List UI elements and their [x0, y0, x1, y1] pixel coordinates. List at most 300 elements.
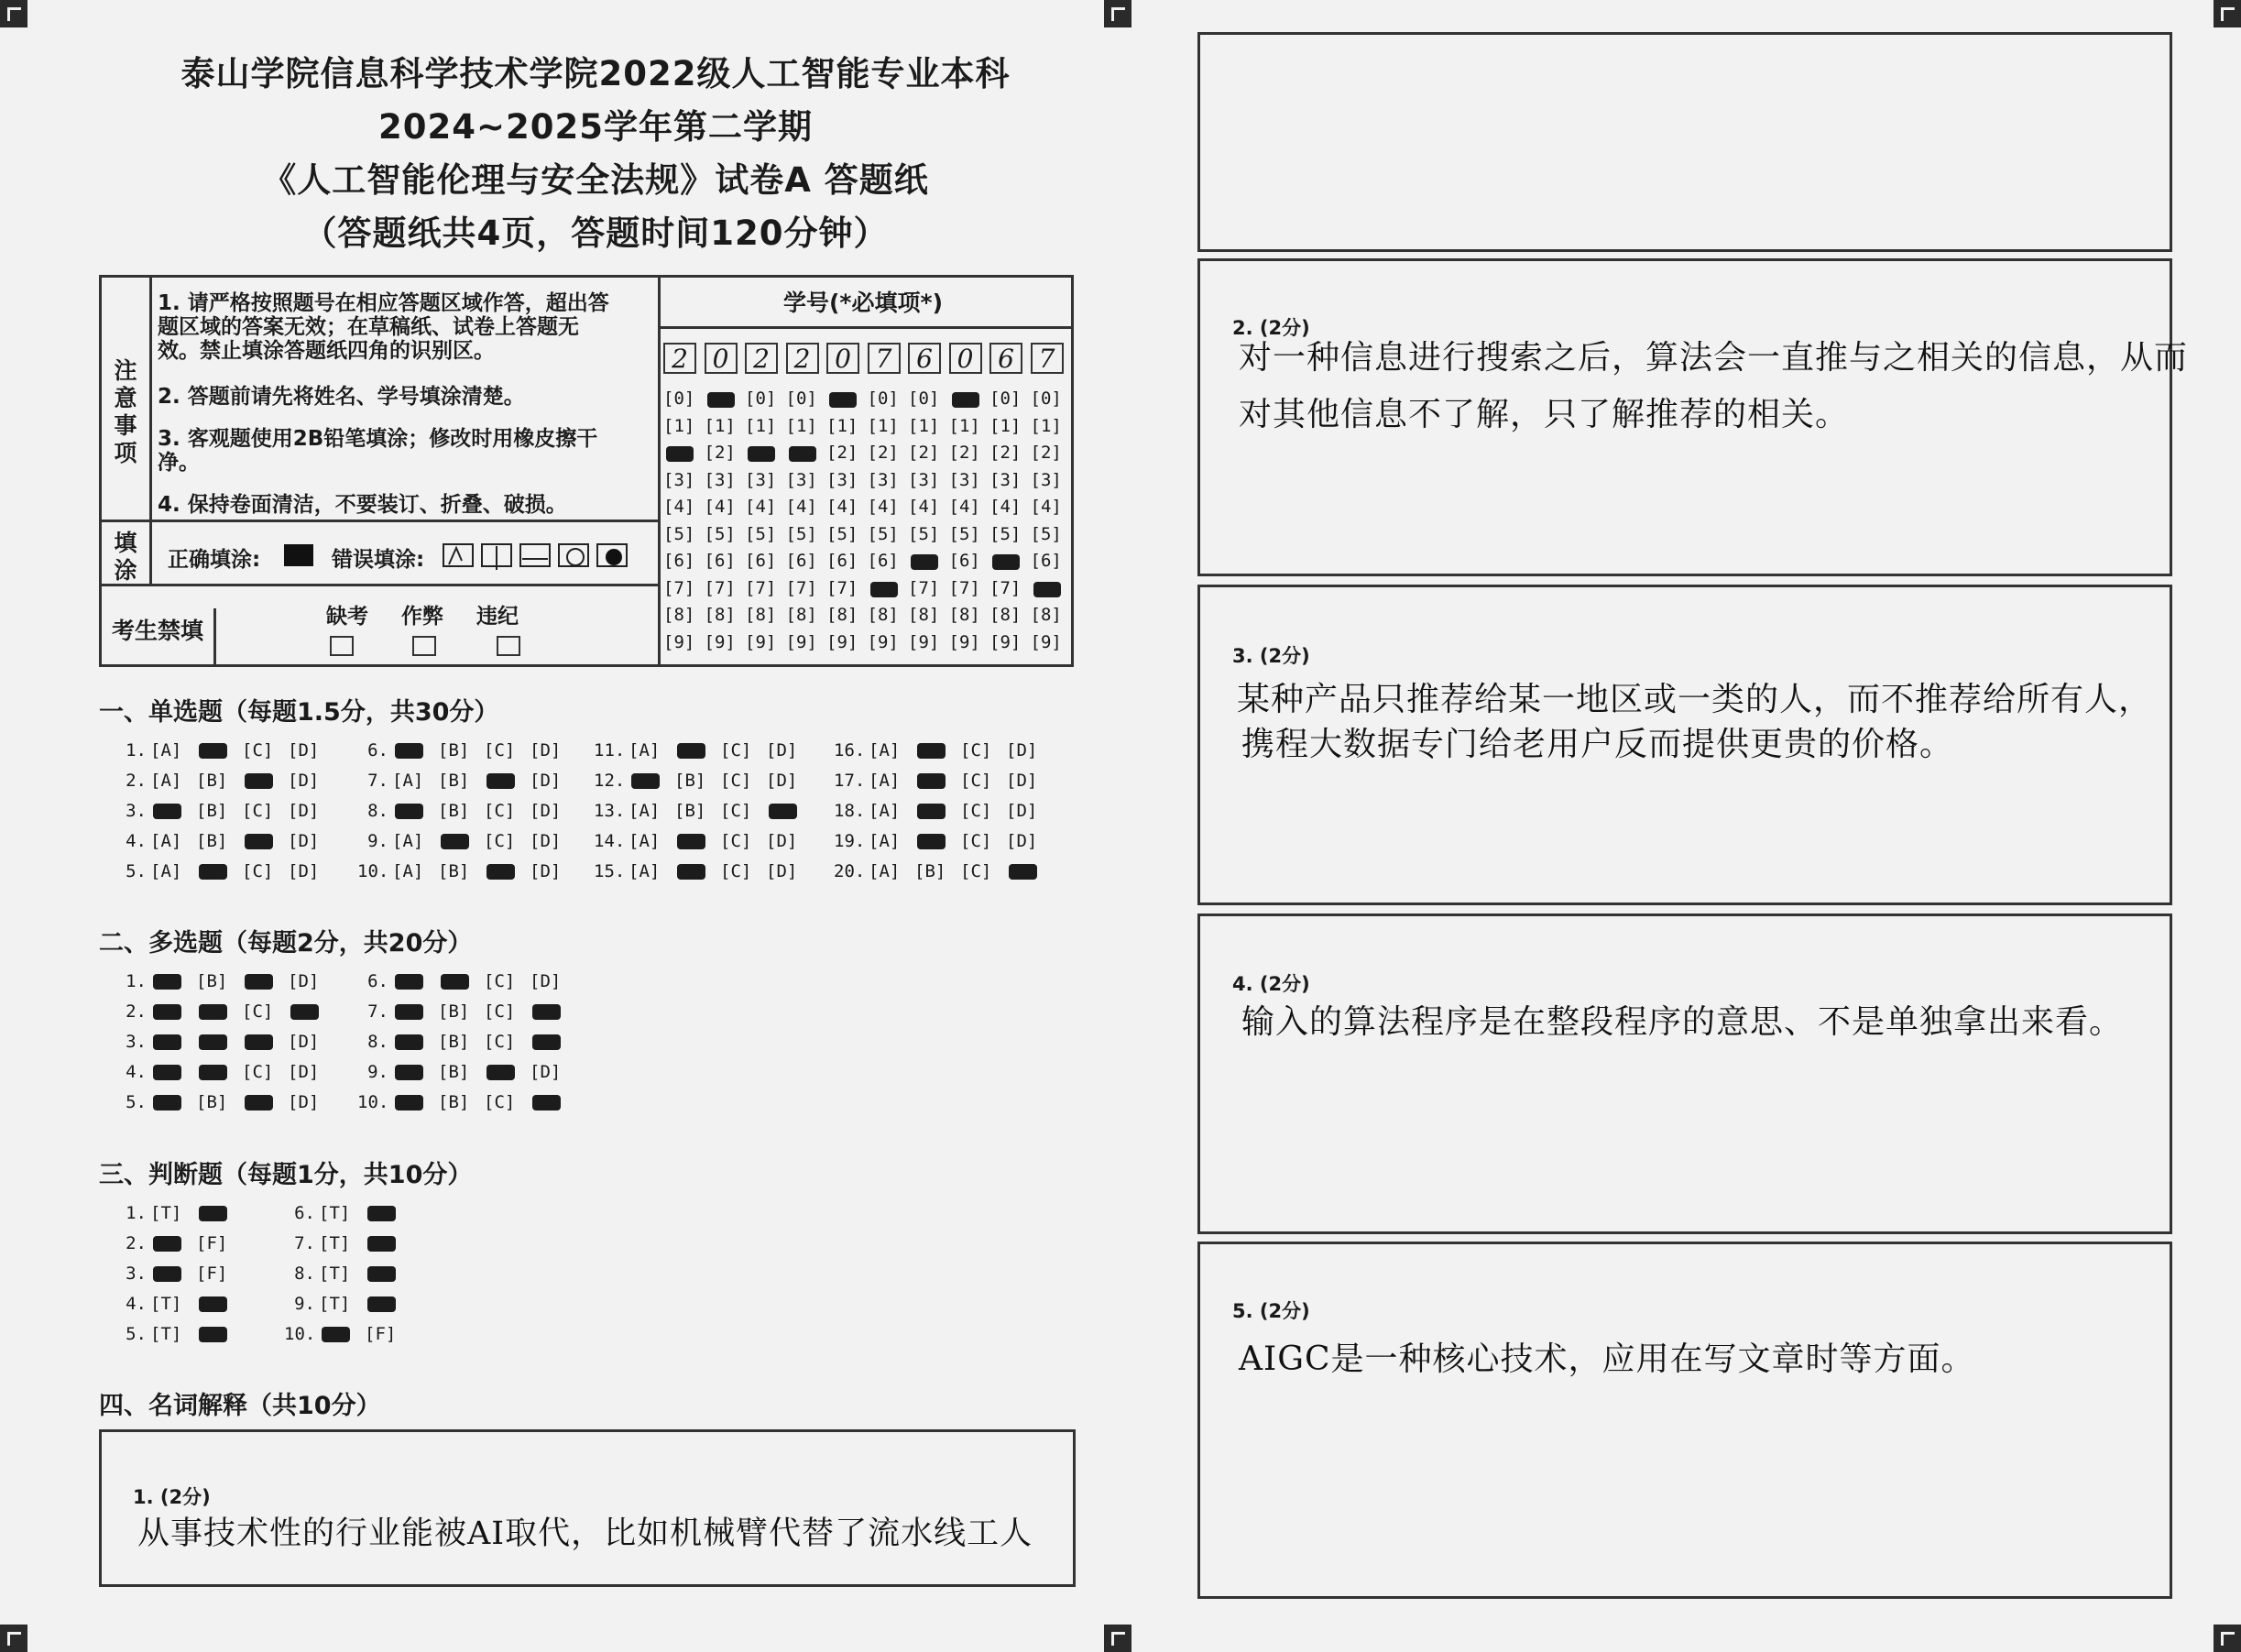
- single-choice-option[interactable]: [D]: [1006, 740, 1038, 760]
- note-item-2: 2. 答题前请先将姓名、学号填涂清楚。: [158, 385, 525, 409]
- multi-choice-number: 2.: [126, 1001, 147, 1022]
- single-choice-option[interactable]: [D]: [766, 771, 798, 791]
- forbid-absent-checkbox[interactable]: [330, 636, 354, 656]
- single-choice-option[interactable]: [A]: [150, 740, 182, 760]
- student-id-bubble[interactable]: [5]: [867, 523, 899, 544]
- judge-option[interactable]: [T]: [319, 1264, 351, 1284]
- student-id-bubble[interactable]: [9]: [826, 631, 858, 652]
- single-choice-option[interactable]: [D]: [288, 801, 320, 821]
- single-choice-option[interactable]: [C]: [960, 801, 992, 821]
- student-id-bubble[interactable]: [0]: [785, 388, 817, 409]
- single-choice-option-filled[interactable]: [441, 834, 469, 849]
- single-choice-option[interactable]: [C]: [720, 861, 752, 881]
- single-choice-option[interactable]: [D]: [530, 740, 562, 760]
- student-id-label: 学号(*必填项*): [783, 290, 943, 316]
- student-id-bubble[interactable]: [6]: [1030, 551, 1062, 571]
- single-choice-number: 19.: [834, 831, 866, 851]
- student-id-bubble[interactable]: [3]: [704, 469, 736, 490]
- judge-option-filled[interactable]: [199, 1327, 227, 1342]
- single-choice-option-filled[interactable]: [631, 773, 660, 789]
- single-choice-option[interactable]: [C]: [242, 801, 274, 821]
- multi-choice-option-filled[interactable]: [153, 974, 181, 990]
- student-id-bubble[interactable]: [1]: [785, 415, 817, 436]
- single-choice-option[interactable]: [D]: [530, 861, 562, 881]
- student-id-bubble[interactable]: [1]: [663, 415, 695, 436]
- answer-2-label: 2. (2分): [1232, 317, 1310, 339]
- single-choice-option[interactable]: [D]: [1006, 771, 1038, 791]
- single-choice-option-filled[interactable]: [153, 804, 181, 819]
- student-id-bubble[interactable]: [8]: [948, 605, 980, 625]
- judge-number: 4.: [126, 1294, 147, 1314]
- student-id-bubble[interactable]: [2]: [867, 443, 899, 463]
- multi-choice-option[interactable]: [C]: [484, 1032, 516, 1052]
- student-id-bubble[interactable]: [9]: [785, 631, 817, 652]
- answer-box-5[interactable]: [1197, 1242, 2172, 1599]
- multi-choice-option[interactable]: [B]: [196, 971, 228, 991]
- student-id-bubble-filled[interactable]: [666, 446, 694, 462]
- student-id-digit: 7: [1031, 343, 1064, 374]
- student-id-bubble[interactable]: [5]: [989, 523, 1022, 544]
- multi-choice-option-filled[interactable]: [532, 1095, 561, 1110]
- student-id-bubble[interactable]: [5]: [745, 523, 777, 544]
- single-choice-number: 4.: [126, 831, 147, 851]
- student-id-bubble[interactable]: [1]: [826, 415, 858, 436]
- forbid-violation-label: 违纪: [476, 605, 519, 629]
- judge-number: 5.: [126, 1324, 147, 1344]
- multi-choice-option[interactable]: [C]: [484, 1001, 516, 1022]
- student-id-bubble-filled[interactable]: [1033, 582, 1061, 597]
- multi-choice-option-filled[interactable]: [245, 1034, 273, 1050]
- single-choice-option-filled[interactable]: [1009, 864, 1037, 880]
- multi-choice-option-filled[interactable]: [245, 974, 273, 990]
- multi-choice-option-filled[interactable]: [395, 1065, 423, 1080]
- single-choice-number: 5.: [126, 861, 147, 881]
- answer-5-text: AIGC是一种核心技术，应用在写文章时等方面。: [1239, 1340, 1975, 1378]
- student-id-bubble[interactable]: [4]: [826, 497, 858, 517]
- student-id-bubble[interactable]: [9]: [989, 631, 1022, 652]
- answer-box-4[interactable]: [1197, 914, 2172, 1234]
- multi-choice-option[interactable]: [C]: [242, 1062, 274, 1082]
- single-choice-option[interactable]: [B]: [196, 831, 228, 851]
- single-choice-option-filled[interactable]: [677, 743, 705, 759]
- single-choice-option[interactable]: [D]: [288, 831, 320, 851]
- multi-choice-option-filled[interactable]: [199, 1004, 227, 1020]
- student-id-bubble[interactable]: [8]: [1030, 605, 1062, 625]
- single-choice-option-filled[interactable]: [677, 834, 705, 849]
- answer-2-line-2: 对其他信息不了解，只了解推荐的相关。: [1239, 396, 1850, 433]
- multi-choice-number: 5.: [126, 1092, 147, 1112]
- student-id-bubble[interactable]: [7]: [704, 577, 736, 598]
- single-choice-option[interactable]: [D]: [766, 861, 798, 881]
- student-id-bubble[interactable]: [6]: [948, 551, 980, 571]
- student-id-bubble[interactable]: [3]: [908, 469, 940, 490]
- student-id-bubble-filled[interactable]: [992, 554, 1020, 570]
- student-id-bubble[interactable]: [6]: [663, 551, 695, 571]
- student-id-bubble[interactable]: [6]: [704, 551, 736, 571]
- student-id-bubble[interactable]: [5]: [1030, 523, 1062, 544]
- judge-option[interactable]: [T]: [319, 1294, 351, 1314]
- section-judge-title: 三、判断题（每题1分，共10分）: [99, 1161, 473, 1189]
- single-choice-option[interactable]: [B]: [438, 740, 470, 760]
- single-choice-option[interactable]: [D]: [1006, 831, 1038, 851]
- judge-option[interactable]: [T]: [319, 1203, 351, 1223]
- student-id-bubble[interactable]: [4]: [1030, 497, 1062, 517]
- student-id-bubble[interactable]: [8]: [867, 605, 899, 625]
- answer-4-text: 输入的算法程序是在整段程序的意思、不是单独拿出来看。: [1241, 1003, 2124, 1041]
- student-id-bubble[interactable]: [2]: [704, 443, 736, 463]
- single-choice-option-filled[interactable]: [199, 864, 227, 880]
- student-id-bubble[interactable]: [4]: [704, 497, 736, 517]
- answer-5-label: 5. (2分): [1232, 1300, 1310, 1322]
- student-id-bubble[interactable]: [4]: [745, 497, 777, 517]
- student-id-bubble-filled[interactable]: [707, 392, 735, 408]
- multi-choice-option-filled[interactable]: [395, 1004, 423, 1020]
- single-choice-option-filled[interactable]: [486, 773, 515, 789]
- student-id-bubble[interactable]: [3]: [867, 469, 899, 490]
- student-id-bubble[interactable]: [7]: [908, 577, 940, 598]
- student-id-bubble[interactable]: [1]: [704, 415, 736, 436]
- answer-box-blank: [1197, 32, 2172, 252]
- single-choice-option[interactable]: [C]: [242, 861, 274, 881]
- judge-option[interactable]: [F]: [365, 1324, 397, 1344]
- single-choice-option[interactable]: [A]: [869, 801, 901, 821]
- single-choice-number: 6.: [367, 740, 388, 760]
- single-choice-option[interactable]: [B]: [438, 861, 470, 881]
- student-id-bubble[interactable]: [4]: [663, 497, 695, 517]
- student-id-bubble[interactable]: [7]: [948, 577, 980, 598]
- student-id-bubble[interactable]: [4]: [867, 497, 899, 517]
- single-choice-option-filled[interactable]: [486, 864, 515, 880]
- header-line-1: 泰山学院信息科学技术学院2022级人工智能专业本科: [180, 54, 1011, 93]
- multi-choice-option-filled[interactable]: [199, 1034, 227, 1050]
- single-choice-option-filled[interactable]: [917, 804, 946, 819]
- judge-option-filled[interactable]: [367, 1266, 396, 1282]
- single-choice-option[interactable]: [A]: [629, 801, 661, 821]
- student-id-digit: 0: [949, 343, 982, 374]
- student-id-bubble[interactable]: [5]: [826, 523, 858, 544]
- judge-option[interactable]: [T]: [319, 1233, 351, 1253]
- single-choice-number: 16.: [834, 740, 866, 760]
- single-choice-option-filled[interactable]: [677, 864, 705, 880]
- judge-option[interactable]: [F]: [196, 1233, 228, 1253]
- single-choice-number: 13.: [594, 801, 626, 821]
- single-choice-option[interactable]: [D]: [530, 831, 562, 851]
- single-choice-option[interactable]: [D]: [766, 831, 798, 851]
- single-choice-option[interactable]: [B]: [674, 771, 706, 791]
- student-id-bubble[interactable]: [2]: [1030, 443, 1062, 463]
- single-choice-option[interactable]: [A]: [150, 771, 182, 791]
- student-id-digit: 2: [745, 343, 778, 374]
- single-choice-option[interactable]: [D]: [530, 771, 562, 791]
- student-id-bubble[interactable]: [6]: [785, 551, 817, 571]
- single-choice-option[interactable]: [A]: [392, 831, 424, 851]
- student-id-digit: 2: [663, 343, 696, 374]
- multi-choice-option[interactable]: [C]: [484, 1092, 516, 1112]
- single-choice-option[interactable]: [B]: [438, 771, 470, 791]
- student-id-bubble[interactable]: [3]: [989, 469, 1022, 490]
- multi-choice-option[interactable]: [D]: [288, 1032, 320, 1052]
- forbid-cheat-checkbox[interactable]: [412, 636, 436, 656]
- single-choice-option-filled[interactable]: [199, 743, 227, 759]
- student-id-bubble[interactable]: [9]: [948, 631, 980, 652]
- student-id-bubble[interactable]: [0]: [989, 388, 1022, 409]
- student-id-bubble[interactable]: [6]: [867, 551, 899, 571]
- student-id-bubble-filled[interactable]: [870, 582, 898, 597]
- judge-option-filled[interactable]: [367, 1206, 396, 1221]
- single-choice-option[interactable]: [B]: [914, 861, 946, 881]
- single-choice-option[interactable]: [B]: [196, 801, 228, 821]
- judge-option[interactable]: [T]: [150, 1324, 182, 1344]
- student-id-bubble[interactable]: [1]: [989, 415, 1022, 436]
- single-choice-option[interactable]: [C]: [960, 771, 992, 791]
- single-choice-option[interactable]: [D]: [530, 801, 562, 821]
- forbid-label: 考生禁填: [112, 618, 204, 644]
- single-choice-option[interactable]: [D]: [1006, 801, 1038, 821]
- single-choice-option[interactable]: [B]: [438, 801, 470, 821]
- student-id-digit: 2: [786, 343, 819, 374]
- student-id-bubble[interactable]: [6]: [745, 551, 777, 571]
- student-id-bubble[interactable]: [8]: [989, 605, 1022, 625]
- student-id-bubble[interactable]: [4]: [908, 497, 940, 517]
- student-id-bubble[interactable]: [4]: [989, 497, 1022, 517]
- student-id-bubble[interactable]: [2]: [826, 443, 858, 463]
- multi-choice-option-filled[interactable]: [153, 1065, 181, 1080]
- single-choice-option[interactable]: [A]: [392, 771, 424, 791]
- multi-choice-option-filled[interactable]: [395, 1034, 423, 1050]
- student-id-bubble[interactable]: [1]: [1030, 415, 1062, 436]
- multi-choice-option-filled[interactable]: [199, 1065, 227, 1080]
- correct-fill-sample: [284, 544, 313, 566]
- student-id-bubble[interactable]: [3]: [785, 469, 817, 490]
- single-choice-option[interactable]: [A]: [150, 831, 182, 851]
- student-id-bubble[interactable]: [9]: [704, 631, 736, 652]
- student-id-bubble[interactable]: [3]: [663, 469, 695, 490]
- forbid-absent-label: 缺考: [326, 605, 368, 629]
- student-id-digit: 0: [826, 343, 859, 374]
- student-id-bubble[interactable]: [7]: [785, 577, 817, 598]
- forbid-violation-checkbox[interactable]: [497, 636, 520, 656]
- single-choice-option-filled[interactable]: [917, 834, 946, 849]
- student-id-bubble[interactable]: [1]: [867, 415, 899, 436]
- student-id-bubble-filled[interactable]: [911, 554, 938, 570]
- single-choice-option[interactable]: [C]: [484, 801, 516, 821]
- multi-choice-option-filled[interactable]: [153, 1004, 181, 1020]
- multi-choice-number: 9.: [367, 1062, 388, 1082]
- judge-option-filled[interactable]: [199, 1206, 227, 1221]
- single-choice-option[interactable]: [A]: [392, 861, 424, 881]
- multi-choice-option-filled[interactable]: [532, 1004, 561, 1020]
- multi-choice-option-filled[interactable]: [153, 1095, 181, 1110]
- single-choice-option-filled[interactable]: [917, 773, 946, 789]
- multi-choice-option[interactable]: [D]: [288, 1092, 320, 1112]
- single-choice-option-filled[interactable]: [917, 743, 946, 759]
- student-id-bubble[interactable]: [9]: [908, 631, 940, 652]
- multi-choice-option[interactable]: [B]: [438, 1032, 470, 1052]
- student-id-bubble[interactable]: [0]: [867, 388, 899, 409]
- student-id-bubble[interactable]: [2]: [989, 443, 1022, 463]
- student-id-bubble-filled[interactable]: [829, 392, 857, 408]
- single-choice-option[interactable]: [D]: [288, 771, 320, 791]
- multi-choice-option[interactable]: [C]: [242, 1001, 274, 1022]
- multi-choice-option-filled[interactable]: [486, 1065, 515, 1080]
- single-choice-option[interactable]: [C]: [242, 740, 274, 760]
- multi-choice-option[interactable]: [D]: [530, 1062, 562, 1082]
- student-id-bubble[interactable]: [3]: [948, 469, 980, 490]
- judge-number: 9.: [294, 1294, 315, 1314]
- judge-option-filled[interactable]: [153, 1236, 181, 1252]
- single-choice-option[interactable]: [C]: [960, 831, 992, 851]
- multi-choice-option-filled[interactable]: [395, 974, 423, 990]
- student-id-bubble[interactable]: [3]: [826, 469, 858, 490]
- single-choice-number: 17.: [834, 771, 866, 791]
- multi-choice-option[interactable]: [D]: [288, 971, 320, 991]
- answer-3-line-1: 某种产品只推荐给某一地区或一类的人，而不推荐给所有人，: [1237, 681, 2153, 718]
- single-choice-option[interactable]: [A]: [869, 740, 901, 760]
- single-choice-option[interactable]: [D]: [288, 740, 320, 760]
- single-choice-option[interactable]: [A]: [869, 771, 901, 791]
- single-choice-number: 9.: [367, 831, 388, 851]
- student-id-bubble[interactable]: [7]: [663, 577, 695, 598]
- single-choice-option-filled[interactable]: [395, 743, 423, 759]
- single-choice-number: 2.: [126, 771, 147, 791]
- multi-choice-number: 8.: [367, 1032, 388, 1052]
- corner-mark-top-left: [0, 0, 27, 27]
- single-choice-option[interactable]: [D]: [288, 861, 320, 881]
- student-id-bubble[interactable]: [5]: [704, 523, 736, 544]
- judge-number: 6.: [294, 1203, 315, 1223]
- single-choice-option[interactable]: [C]: [484, 831, 516, 851]
- student-id-bubble-filled[interactable]: [789, 446, 816, 462]
- multi-choice-number: 10.: [357, 1092, 389, 1112]
- student-id-digit: 0: [705, 343, 738, 374]
- single-choice-number: 20.: [834, 861, 866, 881]
- single-choice-option-filled[interactable]: [769, 804, 797, 819]
- single-choice-option[interactable]: [B]: [674, 801, 706, 821]
- student-id-bubble[interactable]: [1]: [745, 415, 777, 436]
- student-id-bubble[interactable]: [9]: [867, 631, 899, 652]
- single-choice-option[interactable]: [A]: [629, 740, 661, 760]
- multi-choice-option[interactable]: [D]: [530, 971, 562, 991]
- single-choice-option[interactable]: [C]: [720, 831, 752, 851]
- student-id-bubble[interactable]: [2]: [908, 443, 940, 463]
- student-id-bubble[interactable]: [0]: [1030, 388, 1062, 409]
- answer-1-text: 从事技术性的行业能被AI取代，比如机械臂代替了流水线工人: [137, 1515, 1033, 1552]
- corner-mark-bottom-right: [2214, 1625, 2241, 1652]
- judge-option[interactable]: [T]: [150, 1294, 182, 1314]
- section-terms-title: 四、名词解释（共10分）: [99, 1392, 381, 1420]
- student-id-bubble[interactable]: [0]: [908, 388, 940, 409]
- student-id-bubble[interactable]: [0]: [745, 388, 777, 409]
- student-id-bubble[interactable]: [8]: [745, 605, 777, 625]
- multi-choice-option-filled[interactable]: [245, 1095, 273, 1110]
- student-id-bubble[interactable]: [0]: [663, 388, 695, 409]
- judge-option-filled[interactable]: [367, 1296, 396, 1312]
- judge-option-filled[interactable]: [322, 1327, 350, 1342]
- student-id-bubble-filled[interactable]: [748, 446, 775, 462]
- single-choice-option[interactable]: [A]: [629, 861, 661, 881]
- single-choice-number: 18.: [834, 801, 866, 821]
- student-id-bubble[interactable]: [3]: [745, 469, 777, 490]
- student-id-bubble[interactable]: [5]: [948, 523, 980, 544]
- corner-mark-bottom-middle: [1104, 1625, 1131, 1652]
- student-id-bubble-filled[interactable]: [952, 392, 979, 408]
- multi-choice-option[interactable]: [D]: [288, 1062, 320, 1082]
- student-id-bubble[interactable]: [8]: [785, 605, 817, 625]
- multi-choice-option[interactable]: [B]: [438, 1092, 470, 1112]
- student-id-bubble[interactable]: [4]: [948, 497, 980, 517]
- student-id-digit: 7: [868, 343, 901, 374]
- student-id-bubble[interactable]: [5]: [663, 523, 695, 544]
- student-id-bubble[interactable]: [8]: [663, 605, 695, 625]
- student-id-bubble[interactable]: [1]: [908, 415, 940, 436]
- multi-choice-option-filled[interactable]: [153, 1034, 181, 1050]
- multi-choice-option-filled[interactable]: [290, 1004, 319, 1020]
- student-id-bubble[interactable]: [8]: [704, 605, 736, 625]
- single-choice-option[interactable]: [B]: [196, 771, 228, 791]
- student-id-bubble[interactable]: [2]: [948, 443, 980, 463]
- single-choice-option[interactable]: [A]: [150, 861, 182, 881]
- single-choice-option[interactable]: [A]: [869, 861, 901, 881]
- single-choice-option[interactable]: [C]: [720, 771, 752, 791]
- student-id-bubble[interactable]: [5]: [785, 523, 817, 544]
- student-id-bubble[interactable]: [7]: [989, 577, 1022, 598]
- student-id-bubble[interactable]: [8]: [826, 605, 858, 625]
- single-choice-option-filled[interactable]: [245, 773, 273, 789]
- single-choice-option[interactable]: [C]: [720, 740, 752, 760]
- judge-option-filled[interactable]: [153, 1266, 181, 1282]
- judge-number: 7.: [294, 1233, 315, 1253]
- single-choice-option[interactable]: [A]: [629, 831, 661, 851]
- student-id-bubble[interactable]: [1]: [948, 415, 980, 436]
- multi-choice-option[interactable]: [B]: [438, 1062, 470, 1082]
- judge-option[interactable]: [T]: [150, 1203, 182, 1223]
- single-choice-option[interactable]: [C]: [720, 801, 752, 821]
- wrong-fill-label: 错误填涂:: [332, 548, 425, 572]
- multi-choice-option-filled[interactable]: [532, 1034, 561, 1050]
- multi-choice-option-filled[interactable]: [441, 974, 469, 990]
- student-id-bubble[interactable]: [9]: [745, 631, 777, 652]
- student-id-bubble[interactable]: [9]: [1030, 631, 1062, 652]
- student-id-bubble[interactable]: [7]: [826, 577, 858, 598]
- multi-choice-option[interactable]: [B]: [196, 1092, 228, 1112]
- student-id-bubble[interactable]: [7]: [745, 577, 777, 598]
- single-choice-option-filled[interactable]: [245, 834, 273, 849]
- judge-option-filled[interactable]: [367, 1236, 396, 1252]
- multi-choice-option[interactable]: [B]: [438, 1001, 470, 1022]
- student-id-bubble[interactable]: [8]: [908, 605, 940, 625]
- multi-choice-option[interactable]: [C]: [484, 971, 516, 991]
- student-id-bubble[interactable]: [6]: [826, 551, 858, 571]
- multi-choice-option-filled[interactable]: [395, 1095, 423, 1110]
- answer-4-label: 4. (2分): [1232, 973, 1310, 995]
- note-item-1: 1. 请严格按照题号在相应答题区域作答，超出答题区域的答案无效；在草稿纸、试卷上答题无效。禁止填涂答题纸四角的识别区。: [158, 291, 609, 363]
- answer-3-line-2: 携程大数据专门给老用户反而提供更贵的价格。: [1241, 726, 1954, 763]
- single-choice-option[interactable]: [C]: [484, 740, 516, 760]
- student-id-bubble[interactable]: [4]: [785, 497, 817, 517]
- single-choice-option[interactable]: [A]: [869, 831, 901, 851]
- multi-choice-number: 6.: [367, 971, 388, 991]
- judge-option-filled[interactable]: [199, 1296, 227, 1312]
- student-id-bubble[interactable]: [3]: [1030, 469, 1062, 490]
- judge-option[interactable]: [F]: [196, 1264, 228, 1284]
- single-choice-option-filled[interactable]: [395, 804, 423, 819]
- single-choice-option[interactable]: [C]: [960, 740, 992, 760]
- single-choice-option[interactable]: [C]: [960, 861, 992, 881]
- single-choice-number: 3.: [126, 801, 147, 821]
- student-id-bubble[interactable]: [9]: [663, 631, 695, 652]
- student-id-bubble[interactable]: [5]: [908, 523, 940, 544]
- single-choice-option[interactable]: [D]: [766, 740, 798, 760]
